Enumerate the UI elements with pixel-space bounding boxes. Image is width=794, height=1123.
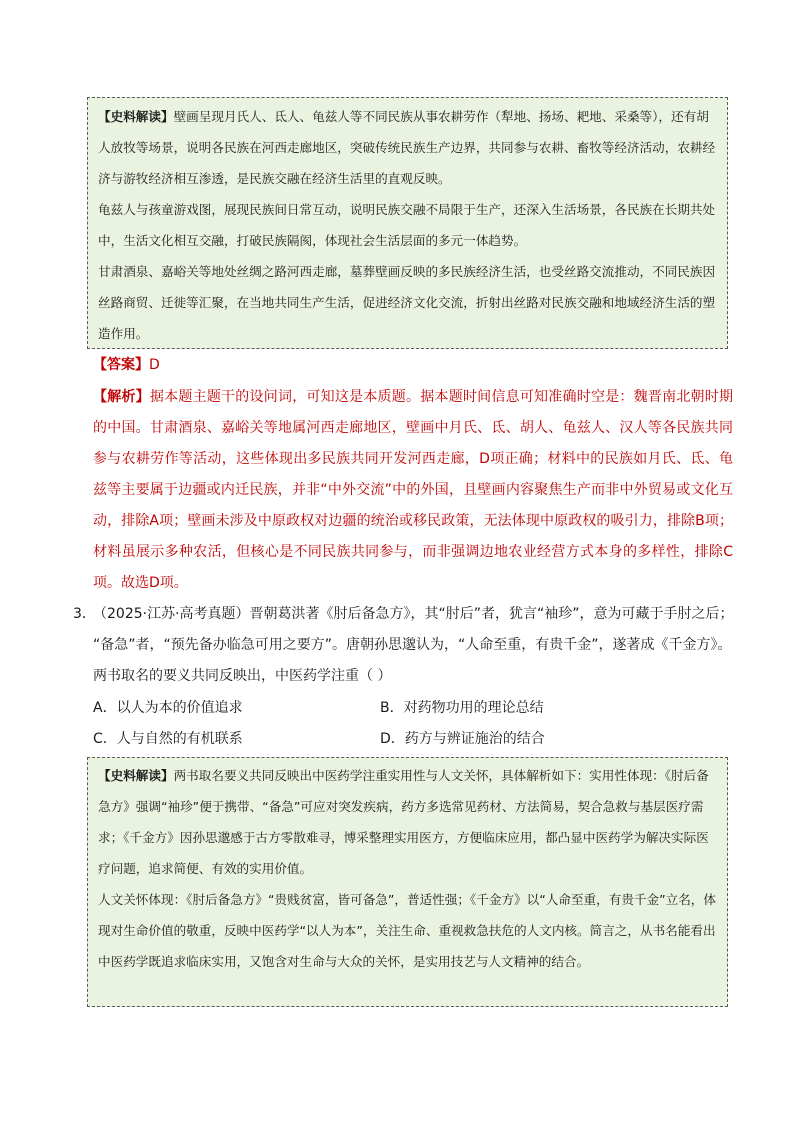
box1-paragraph-2: 龟兹人与孩童游戏图，展现民族间日常互动，说明民族交融不局限于生产，还深入生活场景，各民族在长期共处中，生活文化相互交融，打破民族隔阂，体现社会生活层面的多元一体趋势。	[98, 202, 716, 248]
analysis-paragraph	[93, 382, 733, 599]
answer-line	[93, 350, 733, 381]
option-c[interactable]: C．人与自然的有机联系	[93, 731, 243, 747]
analysis-label: 【解析】	[93, 389, 150, 405]
option-a[interactable]: A．以人为本的价值追求	[93, 700, 243, 716]
source-interpretation-box-2	[87, 757, 728, 1007]
box2-paragraph-1: 【史料解读】两书取名要义共同反映出中医药学注重实用性与人文关怀，具体解析如下：实用性体现：《肘后备急方》强调“袖珍”便于携带、“备急”可应对突发疾病，药方多选常见药材、方法简易，契合急救与基层医疗需求；《千金方》因孙思邈感于古方零散难寻，博采整理实用医方，方便临床应用，都凸显中医药学为解决实际医疗问题，追求简便、有效的实用价值。	[98, 768, 709, 876]
source-interpretation-box-1	[87, 97, 728, 349]
question-line-2: “备急”者，“预先备办临急可用之要方”。唐朝孙思邈认为，“人命至重，有贵千金”，遂著成《千金方》。	[93, 637, 732, 653]
box1-paragraph-1: 【史料解读】壁画呈现月氏人、氐人、龟兹人等不同民族从事农耕劳作（犁地、扬场、耙地、采桑等），还有胡人放牧等场景，说明各民族在河西走廊地区，突破传统民族生产边界，共同参与农耕、畜牧等经济活动，农耕经济与游牧经济相互渗透，是民族交融在经济生活里的直观反映。	[98, 109, 716, 186]
question-line-1: 3．（2025·江苏·高考真题）晋朝葛洪著《肘后备急方》，其“肘后”者，犹言“袖珍”，意为可藏于手肘之后；	[73, 599, 735, 630]
box1-label: 【史料解读】	[98, 109, 174, 124]
analysis-text: 据本题主题干的设问词，可知这是本质题。据本题时间信息可知准确时空是：魏晋南北朝时期的中国。甘肃酒泉、嘉峪关等地属河西走廊地区，壁画中月氏、氐、胡人、龟兹人、汉人等各民族共同参与农耕劳作等活动，这些体现出多民族共同开发河西走廊，D项正确；材料中的民族如月氏、氐、龟兹等主要属于边疆或内迁民族，并非“中外交流”中的外国，且壁画内容聚焦生产而非中外贸易或文化互动，排除A项；壁画未涉及中原政权对边疆的统治或移民政策，无法体现中原政权的吸引力，排除B项；材料虽展示多种农活，但核心是不同民族共同参与，而非强调边地农业经营方式本身的多样性，排除C项。故选D项。	[93, 389, 734, 591]
answer-label: 【答案】	[93, 357, 149, 373]
question-number: 3．	[73, 606, 96, 622]
question-line-3: 两书取名的要义共同反映出，中医药学注重（ ）	[93, 668, 392, 684]
answer-value: D	[149, 357, 160, 373]
box1-paragraph-3: 甘肃酒泉、嘉峪关等地处丝绸之路河西走廊，墓葬壁画反映的多民族经济生活，也受丝路交流推动，不同民族因丝路商贸、迁徙等汇聚，在当地共同生产生活，促进经济文化交流，折射出丝路对民族交融和地域经济生活的塑造作用。	[98, 264, 716, 341]
option-d[interactable]: D．药方与辨证施治的结合	[380, 731, 545, 747]
option-b[interactable]: B．对药物功用的理论总结	[380, 700, 544, 716]
box2-paragraph-2: 人文关怀体现：《肘后备急方》“贵贱贫富，皆可备急”，普适性强；《千金方》以“人命至重，有贵千金”立名，体现对生命价值的敬重，反映中医药学“以人为本”，关注生命、重视救急扶危的人文内核。简言之，从书名能看出中医药学既追求临床实用，又饱含对生命与大众的关怀，是实用技艺与人文精神的结合。	[98, 892, 716, 969]
question-3	[73, 599, 735, 692]
box2-label: 【史料解读】	[98, 768, 174, 783]
